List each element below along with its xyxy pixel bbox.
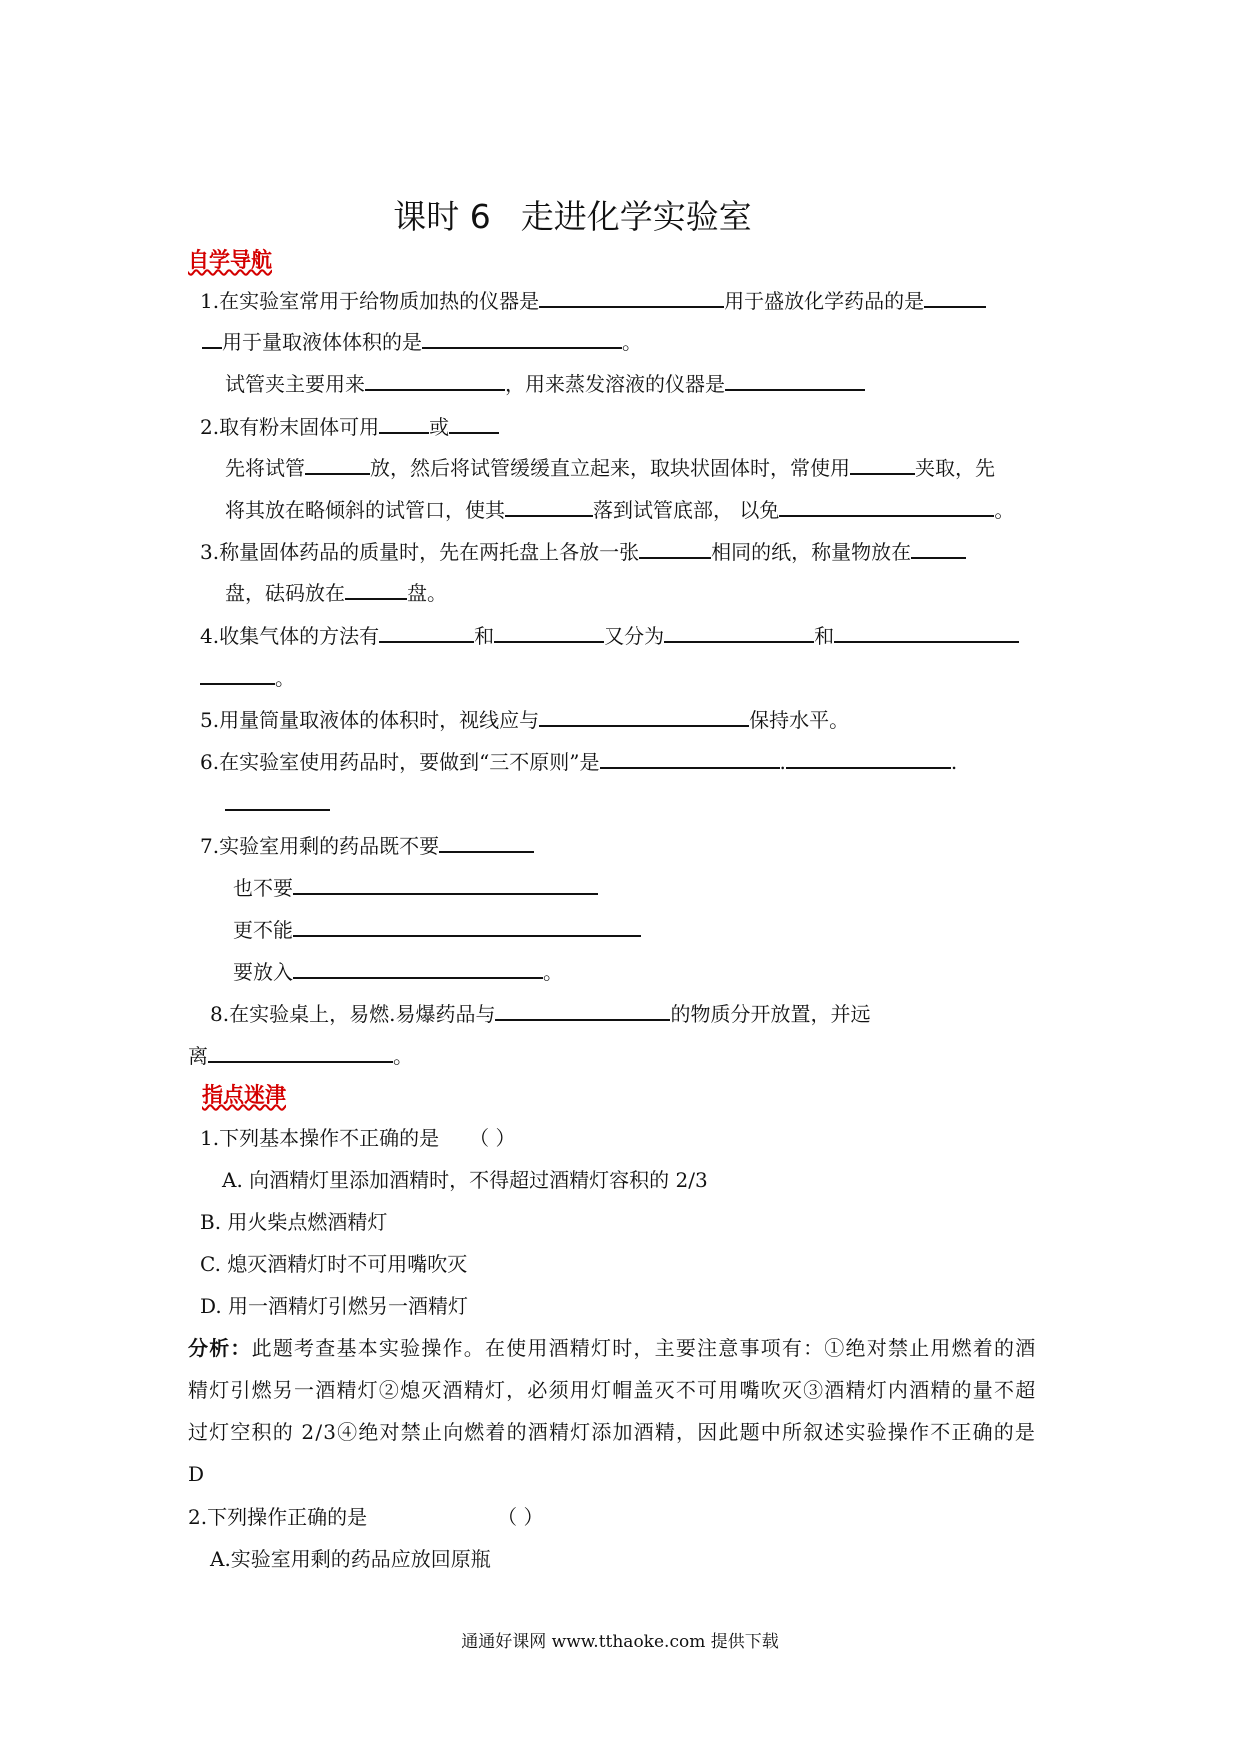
question-8-line-1: 8.在实验桌上，易燃.易爆药品与 的物质分开放置，并远 <box>210 998 870 1028</box>
blank[interactable] <box>365 368 505 391</box>
question-7-line-2: 也不要 <box>233 872 598 902</box>
blank[interactable] <box>600 746 780 769</box>
question-3-line-2: 盘，砝码放在 盘。 <box>225 577 447 607</box>
blank[interactable] <box>202 326 222 349</box>
question-7-line-3: 更不能 <box>233 914 641 944</box>
section-guidance: 指点迷津 <box>202 1083 286 1107</box>
question-1-line-2: 用于量取液体体积的是 。 <box>202 326 642 356</box>
lesson-title: 走进化学实验室 <box>520 197 752 236</box>
question-6-line-1: 6.在实验室使用药品时，要做到“三不原则”是 . . <box>200 746 957 776</box>
blank[interactable] <box>449 411 499 434</box>
question-2-line-1: 2.取有粉末固体可用 或 <box>200 411 499 441</box>
footer: 通通好课网 www.tthaoke.com 提供下载 <box>461 1632 779 1652</box>
question-5: 5.用量筒量取液体的体积时，视线应与 保持水平。 <box>200 704 849 734</box>
page-title <box>0 197 1145 237</box>
blank[interactable] <box>305 452 370 475</box>
blank[interactable] <box>379 620 474 643</box>
blank[interactable] <box>293 914 641 937</box>
blank[interactable] <box>495 998 670 1021</box>
analysis-line-2: 精灯引燃另一酒精灯②熄灭酒精灯，必须用灯帽盖灭不可用嘴吹灭③酒精灯内酒精的量不超 <box>188 1378 1037 1402</box>
blank[interactable] <box>345 577 407 600</box>
example-1-option-b: B. 用火柴点燃酒精灯 <box>200 1210 388 1234</box>
question-1-line-1: 1.在实验室常用于给物质加热的仪器是 用于盛放化学药品的是 <box>200 285 986 315</box>
question-2-line-2: 先将试管 放，然后将试管缓缓直立起来，取块状固体时，常使用 夹取，先 <box>225 452 995 482</box>
analysis-label: 分析： <box>188 1336 252 1360</box>
blank[interactable] <box>779 494 994 517</box>
question-8-line-2: 离 。 <box>188 1040 413 1070</box>
question-4-line-1: 4.收集气体的方法有 和 又分为 和 <box>200 620 1019 650</box>
blank[interactable] <box>505 494 593 517</box>
blank[interactable] <box>494 620 604 643</box>
blank[interactable] <box>539 285 724 308</box>
question-6-line-2 <box>225 788 330 818</box>
analysis-line-3: 过灯空积的 2/3④绝对禁止向燃着的酒精灯添加酒精，因此题中所叙述实验操作不正确的是 <box>188 1420 1037 1444</box>
section-self-study: 自学导航 <box>188 248 272 272</box>
blank[interactable] <box>422 326 622 349</box>
blank[interactable] <box>664 620 814 643</box>
blank[interactable] <box>293 872 598 895</box>
blank[interactable] <box>911 536 966 559</box>
blank[interactable] <box>200 662 275 685</box>
blank[interactable] <box>639 536 711 559</box>
question-7-line-4: 要放入 。 <box>233 956 563 986</box>
example-1-option-c: C. 熄灭酒精灯时不可用嘴吹灭 <box>200 1252 468 1276</box>
blank[interactable] <box>725 368 865 391</box>
analysis-line-1: 分析：此题考查基本实验操作。在使用酒精灯时，主要注意事项有：①绝对禁止用燃着的酒 <box>188 1336 1037 1360</box>
question-3-line-1: 3.称量固体药品的质量时，先在两托盘上各放一张 相同的纸，称量物放在 <box>200 536 966 566</box>
blank[interactable] <box>924 285 986 308</box>
blank[interactable] <box>786 746 951 769</box>
example-1-option-a: A. 向酒精灯里添加酒精时，不得超过酒精灯容积的 2/3 <box>222 1168 708 1192</box>
example-2-option-a: A.实验室用剩的药品应放回原瓶 <box>210 1547 491 1571</box>
blank[interactable] <box>539 704 749 727</box>
blank[interactable] <box>293 956 543 979</box>
analysis-line-4: D <box>188 1462 205 1486</box>
question-1-line-3: 试管夹主要用来 ，用来蒸发溶液的仪器是 <box>225 368 865 398</box>
lesson-number: 课时 6 <box>393 197 491 236</box>
blank[interactable] <box>208 1040 393 1063</box>
blank[interactable] <box>834 620 1019 643</box>
example-2-question: 2.下列操作正确的是 （ ） <box>188 1505 544 1529</box>
blank[interactable] <box>850 452 915 475</box>
blank[interactable] <box>439 830 534 853</box>
example-1-option-d: D. 用一酒精灯引燃另一酒精灯 <box>200 1294 469 1318</box>
question-2-line-3: 将其放在略倾斜的试管口，使其 落到试管底部， 以免 。 <box>225 494 1014 524</box>
blank[interactable] <box>379 411 429 434</box>
question-4-line-2: 。 <box>200 662 295 692</box>
blank[interactable] <box>225 788 330 811</box>
question-7-line-1: 7.实验室用剩的药品既不要 <box>200 830 534 860</box>
example-1-question: 1.下列基本操作不正确的是 （ ） <box>200 1126 516 1150</box>
